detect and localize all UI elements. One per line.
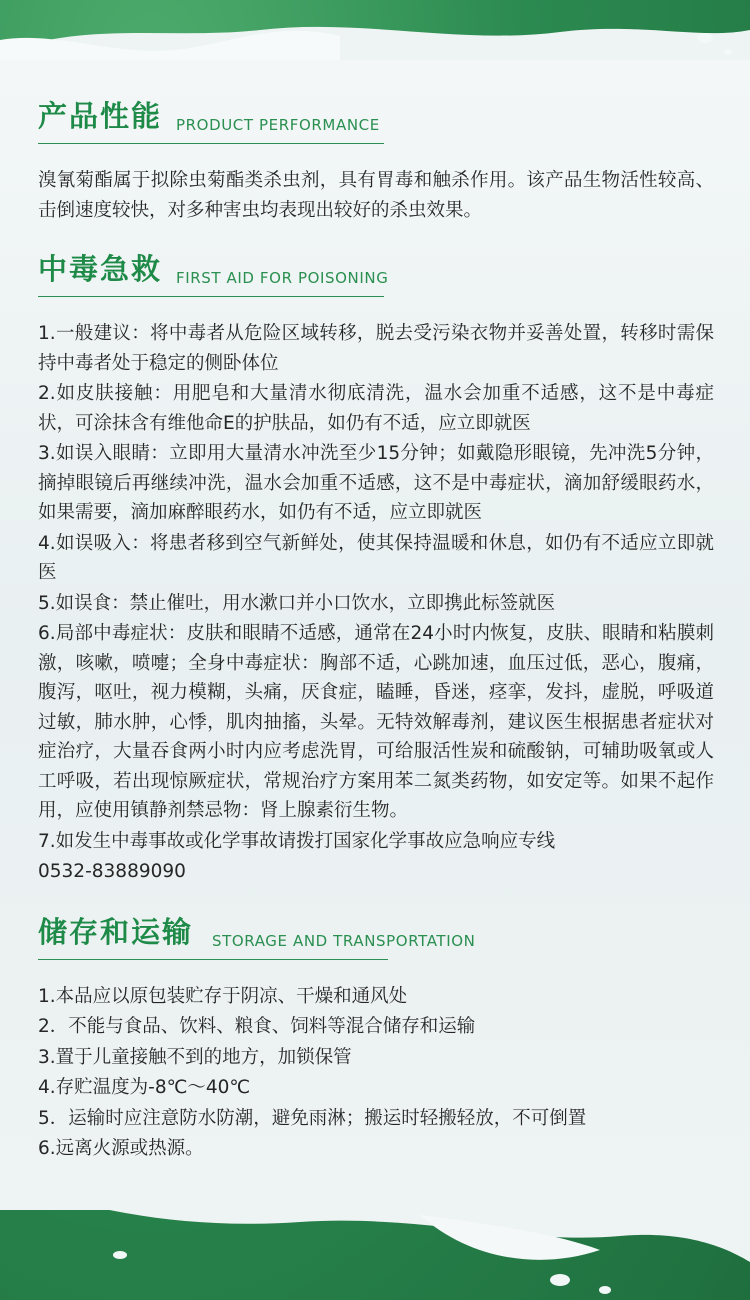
section-header-performance [38,96,714,140]
list-item: 5．运输时应注意防水防潮，避免雨淋；搬运时轻搬轻放，不可倒置 [38,1107,587,1129]
list-item: 2.如皮肤接触：用肥皂和大量清水彻底清洗，温水会加重不适感，这不是中毒症状，可涂抹含有维他命E的护肤品，如仍有不适，应立即就医 [38,383,714,434]
section-header-first-aid [38,249,714,293]
first-aid-list [38,319,714,887]
section-title-cn: 储存和运输 [38,914,194,949]
list-item: 1.本品应以原包装贮存于阴凉、干燥和通风处 [38,985,408,1007]
hotline-number: 0532-83889090 [38,861,186,882]
section-header-storage [38,912,714,956]
list-item: 1.一般建议：将中毒者从危险区域转移，脱去受污染衣物并妥善处置，转移时需保持中毒者处于稳定的侧卧体位 [38,323,714,374]
section-title-en: PRODUCT PERFORMANCE [176,116,380,134]
list-item: 3.置于儿童接触不到的地方，加锁保管 [38,1046,352,1068]
section-divider [38,959,388,960]
list-item: 2．不能与食品、饮料、粮食、饲料等混合储存和运输 [38,1016,476,1037]
storage-list [38,982,714,1164]
section-title-cn: 产品性能 [38,99,163,133]
list-item: 4.存贮温度为-8℃～40℃ [38,1077,251,1098]
list-item: 6.远离火源或热源。 [38,1138,204,1159]
list-item: 5.如误食：禁止催吐，用水漱口并小口饮水，立即携此标签就医 [38,592,556,614]
performance-text: 溴氰菊酯属于拟除虫菊酯类杀虫剂，具有胃毒和触杀作用。该产品生物活性较高、击倒速度较快，对多种害虫均表现出较好的杀虫效果。 [38,170,714,221]
list-item: 6.局部中毒症状：皮肤和眼睛不适感，通常在24小时内恢复，皮肤、眼睛和粘膜刺激，咳嗽，喷嚏；全身中毒症状：胸部不适，心跳加速，血压过低，恶心，腹痛，腹泻，呕吐，视力模糊，头痛，厌食症，瞌睡，昏迷，痉挛，发抖，虚脱，呼吸道过敏，肺水肿，心悸，肌肉抽搐，头晕。无特效解毒剂，建议医生根据患者症状对症治疗，大量吞食两小时内应考虑洗胃，可给服活性炭和硫酸钠，可辅助吸氧或人工呼吸，若出现惊厥症状，常规治疗方案用苯二氮类药物，如安定等。如果不起作用，应使用镇静剂禁忌物：肾上腺素衍生物。 [38,623,714,821]
section-title-cn: 中毒急救 [38,252,163,286]
section-divider [38,143,384,144]
section-title-en: FIRST AID FOR POISONING [176,269,389,287]
list-item: 4.如误吸入：将患者移到空气新鲜处，使其保持温暖和休息，如仍有不适应立即就医 [38,532,714,583]
list-item: 3.如误入眼睛：立即用大量清水冲洗至少15分钟；如戴隐形眼镜，先冲洗5分钟，摘掉眼镜后再继续冲洗，温水会加重不适感，这不是中毒症状，滴加舒缓眼药水，如果需要，滴加麻醉眼药水，如仍有不适，应立即就医 [38,443,714,523]
section-divider [38,296,384,297]
document-content [38,96,714,1165]
list-item: 7.如发生中毒事故或化学事故请拨打国家化学事故应急响应专线 [38,830,556,852]
section-title-en: STORAGE AND TRANSPORTATION [212,931,476,950]
